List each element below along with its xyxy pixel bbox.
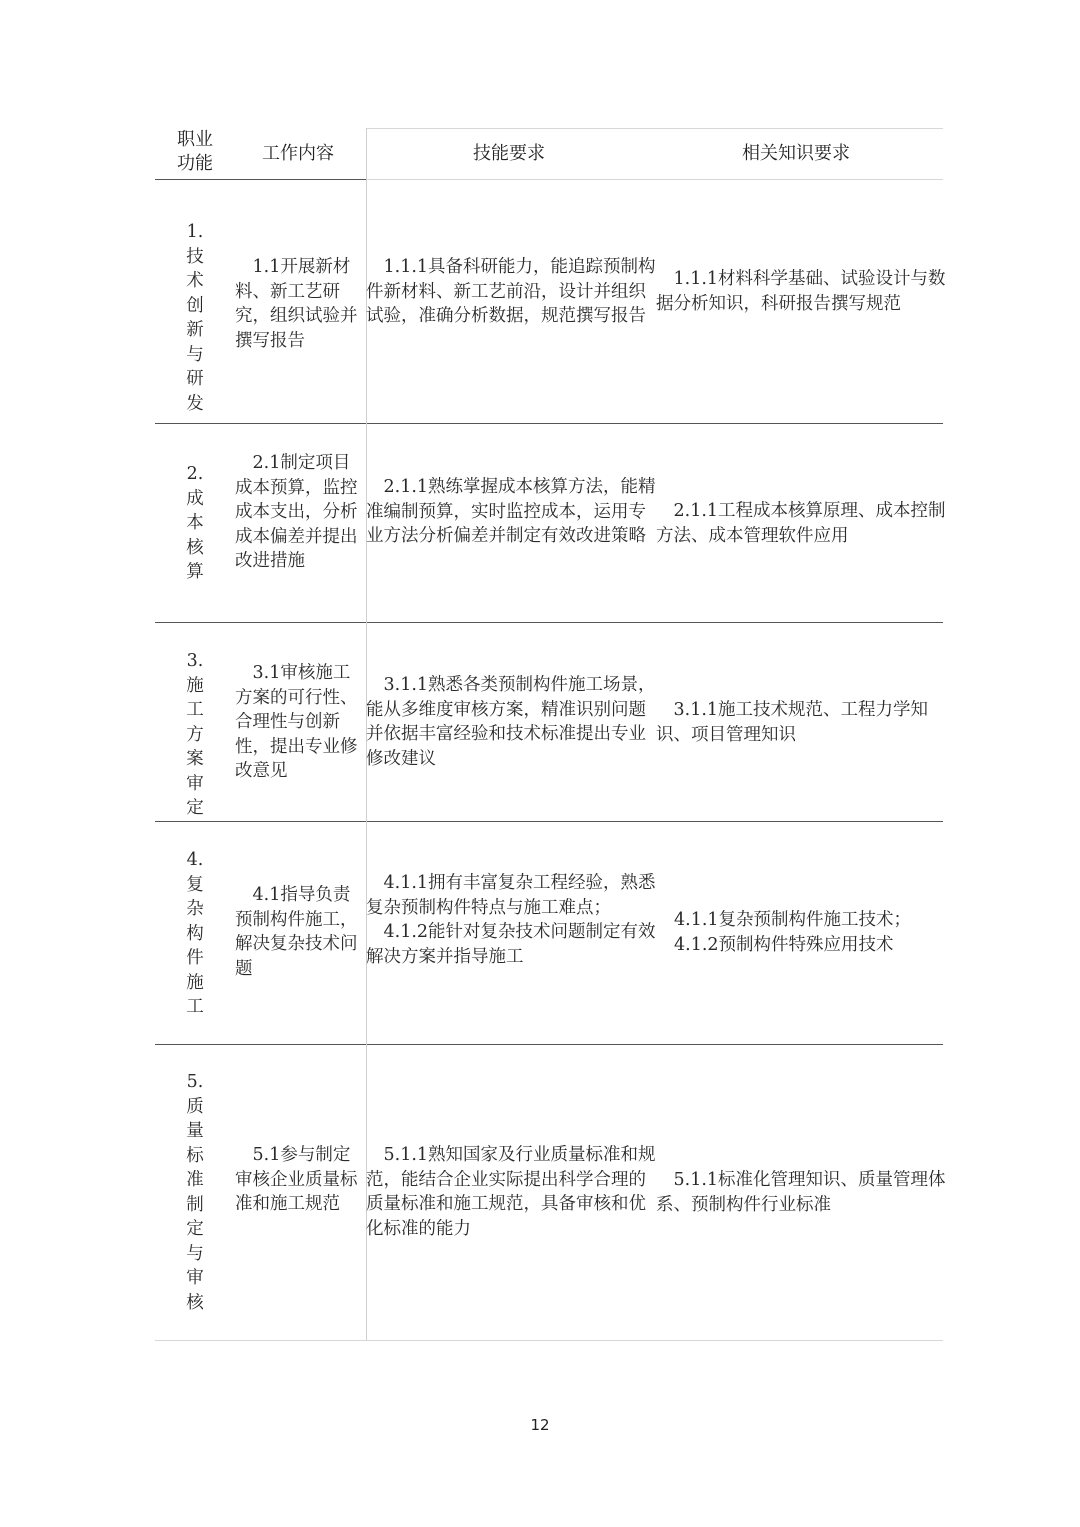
row-5-function (177, 1070, 213, 1315)
row-3-skills: 3.1.1熟悉各类预制构件施工场景，能从多维度审核方案，精准识别问题并依据丰富经验和技术标准提出专业修改建议 (366, 675, 656, 769)
function-char: 核 (186, 537, 204, 558)
header-function-line2: 功能 (177, 153, 213, 174)
row-4-work-content: 4.1指导负责预制构件施工，解决复杂技术问题 (235, 885, 358, 979)
function-char: 2. (186, 464, 204, 484)
function-char: 方 (186, 724, 204, 745)
header-bottom-rule-right (366, 179, 943, 180)
function-char: 新 (186, 320, 204, 340)
function-char: 术 (186, 271, 204, 291)
function-char: 量 (186, 1121, 204, 1141)
function-char: 施 (186, 675, 204, 696)
function-char: 制 (186, 1194, 204, 1215)
function-char: 核 (186, 1292, 204, 1313)
function-char: 杂 (186, 899, 204, 919)
row-4-function (177, 848, 213, 1020)
row-2-knowledge: 2.1.1工程成本核算原理、成本控制方法、成本管理软件应用 (656, 501, 946, 546)
row-divider (155, 622, 943, 623)
table-top-rule (366, 128, 943, 129)
row-5-skills: 5.1.1熟知国家及行业质量标准和规范，能结合企业实际提出科学合理的质量标准和施工规范，具备审核和优化标准的能力 (366, 1145, 656, 1239)
function-char: 创 (186, 295, 204, 316)
function-char: 构 (186, 923, 204, 944)
header-work-content: 工作内容 (262, 143, 334, 164)
function-char: 工 (186, 700, 204, 720)
row-3-work-content: 3.1审核施工方案的可行性、合理性与创新性，提出专业修改意见 (235, 663, 358, 781)
function-char: 与 (186, 1243, 204, 1264)
function-char: 准 (186, 1170, 204, 1190)
function-char: 标 (186, 1145, 204, 1166)
function-char: 审 (186, 1268, 204, 1288)
function-char: 定 (186, 798, 204, 818)
function-char: 研 (186, 369, 204, 389)
function-char: 复 (186, 874, 204, 895)
row-1-function (177, 220, 213, 416)
function-char: 工 (186, 997, 204, 1017)
function-char: 案 (186, 749, 204, 769)
function-char: 件 (186, 948, 204, 968)
header-skills: 技能要求 (473, 143, 545, 164)
function-char: 施 (186, 972, 204, 993)
row-2-function (177, 462, 213, 585)
header-function (175, 128, 215, 176)
header-knowledge: 相关知识要求 (742, 143, 850, 164)
page-number: 12 (530, 1416, 550, 1434)
function-char: 5. (186, 1072, 204, 1092)
row-divider (155, 423, 943, 424)
row-2-work-content: 2.1制定项目成本预算，监控成本支出，分析成本偏差并提出改进措施 (235, 453, 358, 571)
function-char: 1. (186, 222, 204, 242)
row-4-knowledge: 4.1.1复杂预制构件施工技术； 4.1.2预制构件特殊应用技术 (674, 910, 912, 955)
function-char: 3. (186, 651, 204, 671)
competency-table (155, 128, 946, 1342)
table-bottom-rule (155, 1340, 943, 1341)
row-1-skills: 1.1.1具备科研能力，能追踪预制构件新材料、新工艺前沿，设计并组织试验，准确分析数据，规范撰写报告 (366, 257, 656, 326)
row-2-skills: 2.1.1熟练掌握成本核算方法，能精准编制预算，实时监控成本，运用专业方法分析偏差并制定有效改进策略 (366, 477, 656, 546)
row-5-work-content: 5.1参与制定审核企业质量标准和施工规范 (235, 1145, 358, 1214)
header-function-line1: 职业 (177, 129, 213, 150)
row-1-knowledge: 1.1.1材料科学基础、试验设计与数据分析知识，科研报告撰写规范 (656, 269, 946, 314)
row-5-knowledge: 5.1.1标准化管理知识、质量管理体系、预制构件行业标准 (656, 1170, 946, 1215)
header-bottom-rule (155, 179, 366, 180)
function-char: 与 (186, 344, 204, 365)
row-4-skills: 4.1.1拥有丰富复杂工程经验，熟悉复杂预制构件特点与施工难点； 4.1.2能针对复杂技术问题制定有效解决方案并指导施工 (366, 873, 656, 967)
row-1-work-content: 1.1开展新材料、新工艺研究，组织试验并撰写报告 (235, 257, 358, 351)
row-3-knowledge: 3.1.1施工技术规范、工程力学知识、项目管理知识 (656, 700, 929, 745)
function-char: 审 (186, 773, 204, 794)
function-char: 4. (186, 850, 204, 870)
row-divider (155, 821, 943, 822)
function-char: 本 (186, 513, 204, 533)
row-divider (155, 1044, 943, 1045)
function-char: 质 (186, 1096, 204, 1117)
function-char: 算 (186, 562, 204, 582)
function-char: 技 (186, 246, 204, 267)
function-char: 发 (186, 393, 204, 414)
function-char: 成 (186, 488, 204, 509)
function-char: 定 (186, 1219, 204, 1239)
row-3-function (177, 649, 213, 821)
